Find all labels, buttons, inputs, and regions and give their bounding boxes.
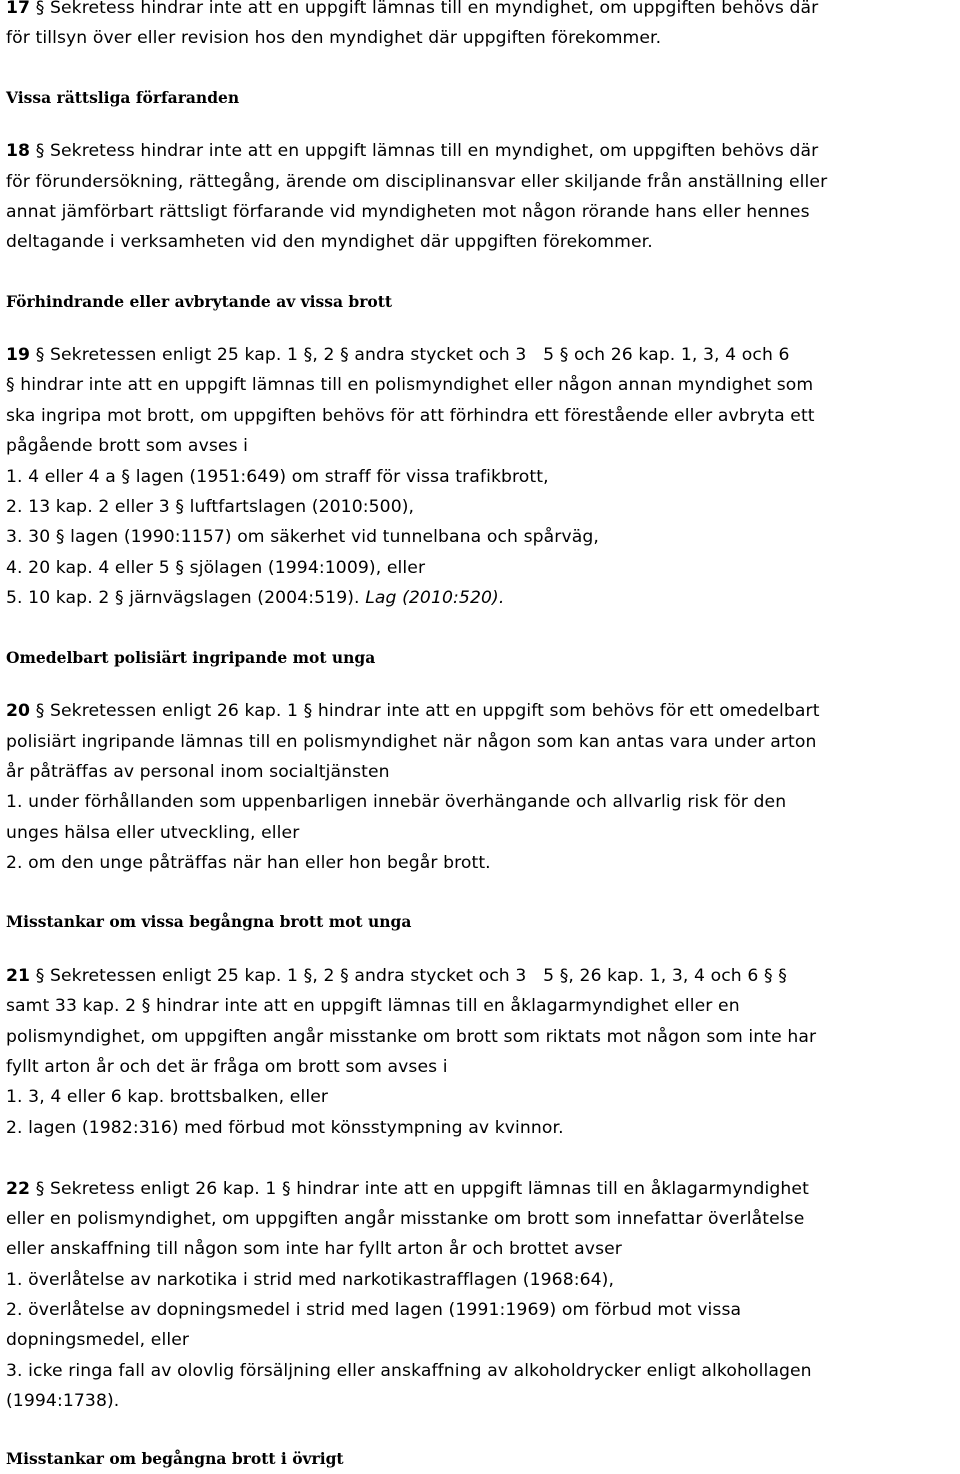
section-20-line-1: 20 § Sekretessen enligt 26 kap. 1 § hindrar inte att en uppgift som behövs för ett omedelbart <box>6 701 820 721</box>
section-21-line-2: samt 33 kap. 2 § hindrar inte att en uppgift lämnas till en åklagarmyndighet eller en <box>6 996 740 1016</box>
paragraph-sign-icon: § <box>35 966 45 986</box>
section-17-line-2: för tillsyn över eller revision hos den myndighet där uppgiften förekommer. <box>6 28 662 48</box>
list-item: 2. 13 kap. 2 eller 3 § luftfartslagen (2010:500), <box>6 497 415 517</box>
heading-misstankar-ovrigt: Misstankar om begångna brott i övrigt <box>6 1449 344 1468</box>
heading-forhindrande: Förhindrande eller avbrytande av vissa brott <box>6 292 393 311</box>
section-22-line-8: (1994:1738). <box>6 1391 120 1411</box>
section-20-line-2: polisiärt ingripande lämnas till en polismyndighet när någon som kan antas vara under arton <box>6 732 817 752</box>
list-item: 2. lagen (1982:316) med förbud mot könsstympning av kvinnor. <box>6 1118 564 1138</box>
section-22-line-6: dopningsmedel, eller <box>6 1330 190 1350</box>
section-18-line-4: deltagande i verksamheten vid den myndighet där uppgiften förekommer. <box>6 232 653 252</box>
section-20-line-3: år påträffas av personal inom socialtjänsten <box>6 762 390 782</box>
section-22-line-3: eller anskaffning till någon som inte har fyllt arton år och brottet avser <box>6 1239 622 1259</box>
law-reference: Lag (2010:520). <box>365 588 505 608</box>
section-18-line-2: för förundersökning, rättegång, ärende om disciplinansvar eller skiljande från anställning eller <box>6 172 828 192</box>
section-21-line-4: fyllt arton år och det är fråga om brott som avses i <box>6 1057 448 1077</box>
section-number: 20 <box>6 701 31 721</box>
paragraph-sign-icon: § <box>121 467 131 487</box>
paragraph-sign-icon: § <box>281 1179 291 1199</box>
section-22-line-1: 22 § Sekretess enligt 26 kap. 1 § hindrar inte att en uppgift lämnas till en åklagarmyndighet <box>6 1179 809 1199</box>
section-18-line-3: annat jämförbart rättsligt förfarande vid myndigheten mot någon rörande hans eller hennes <box>6 202 810 222</box>
paragraph-sign-icon: § <box>35 701 45 721</box>
section-number: 21 <box>6 966 31 986</box>
section-18-line-1: 18 § Sekretess hindrar inte att en uppgift lämnas till en myndighet, om uppgiften behövs där <box>6 141 819 161</box>
paragraph-sign-icon: § <box>6 375 15 395</box>
paragraph-sign-icon: § <box>303 345 313 365</box>
paragraph-sign-icon: § <box>175 558 185 578</box>
section-19-line-1: 19 § Sekretessen enligt 25 kap. 1 §, 2 § andra stycket och 3 5 § och 26 kap. 1, 3, 4 och 6 <box>6 345 790 365</box>
paragraph-sign-icon: § <box>303 966 313 986</box>
section-19-line-3: ska ingripa mot brott, om uppgiften behövs för att förhindra ett förestående eller avbryta ett <box>6 406 815 426</box>
list-item: 1. överlåtelse av narkotika i strid med narkotikastrafflagen (1968:64), <box>6 1270 615 1290</box>
list-item: 2. om den unge påträffas när han eller hon begår brott. <box>6 853 491 873</box>
section-number: 19 <box>6 345 31 365</box>
list-item: 4. 20 kap. 4 eller 5 § sjölagen (1994:1009), eller <box>6 558 426 578</box>
section-number: 17 <box>6 0 31 18</box>
list-item: 1. 4 eller 4 a § lagen (1951:649) om straff för vissa trafikbrott, <box>6 467 549 487</box>
paragraph-sign-icon: § <box>35 0 45 18</box>
paragraph-sign-icon: § <box>35 345 45 365</box>
section-21-line-1: 21 § Sekretessen enligt 25 kap. 1 §, 2 § andra stycket och 3 5 §, 26 kap. 1, 3, 4 och 6 § § <box>6 966 787 986</box>
list-item: 3. icke ringa fall av olovlig försäljning eller anskaffning av alkoholdrycker enligt alkohollagen <box>6 1361 812 1381</box>
paragraph-sign-icon: § <box>114 588 124 608</box>
list-item: 3. 30 § lagen (1990:1157) om säkerhet vid tunnelbana och spårväg, <box>6 527 599 547</box>
paragraph-sign-icon: § <box>778 966 787 986</box>
paragraph-sign-icon: § <box>55 527 65 547</box>
paragraph-sign-icon: § <box>763 966 773 986</box>
paragraph-sign-icon: § <box>303 701 313 721</box>
paragraph-sign-icon: § <box>559 966 569 986</box>
paragraph-sign-icon: § <box>35 1179 45 1199</box>
paragraph-sign-icon: § <box>340 966 349 986</box>
section-22-line-2: eller en polismyndighet, om uppgiften angår misstanke om brott som innefattar överlåtelse <box>6 1209 805 1229</box>
paragraph-sign-icon: § <box>559 345 569 365</box>
paragraph-sign-icon: § <box>35 141 45 161</box>
heading-omedelbart-polisiart: Omedelbart polisiärt ingripande mot unga <box>6 648 376 667</box>
heading-vissa-rattsliga-forfaranden: Vissa rättsliga förfaranden <box>6 88 240 107</box>
heading-misstankar-unga: Misstankar om vissa begångna brott mot unga <box>6 912 412 931</box>
section-19-line-4: pågående brott som avses i <box>6 436 249 456</box>
paragraph-sign-icon: § <box>175 497 185 517</box>
section-19-line-2: § hindrar inte att en uppgift lämnas till en polismyndighet eller någon annan myndighet som <box>6 375 814 395</box>
list-item: 1. under förhållanden som uppenbarligen innebär överhängande och allvarlig risk för den <box>6 792 787 812</box>
section-number: 18 <box>6 141 31 161</box>
list-item: 1. 3, 4 eller 6 kap. brottsbalken, eller <box>6 1087 329 1107</box>
paragraph-sign-icon: § <box>340 345 349 365</box>
list-item: 5. 10 kap. 2 § järnvägslagen (2004:519). Lag (2010:520). <box>6 588 505 608</box>
section-20-line-5: unges hälsa eller utveckling, eller <box>6 823 300 843</box>
section-17-line-1: 17 § Sekretess hindrar inte att en uppgift lämnas till en myndighet, om uppgiften behövs där <box>6 0 819 18</box>
list-item: 2. överlåtelse av dopningsmedel i strid med lagen (1991:1969) om förbud mot vissa <box>6 1300 742 1320</box>
paragraph-sign-icon: § <box>141 996 151 1016</box>
section-21-line-3: polismyndighet, om uppgiften angår misstanke om brott som riktats mot någon som inte har <box>6 1027 817 1047</box>
section-number: 22 <box>6 1179 31 1199</box>
